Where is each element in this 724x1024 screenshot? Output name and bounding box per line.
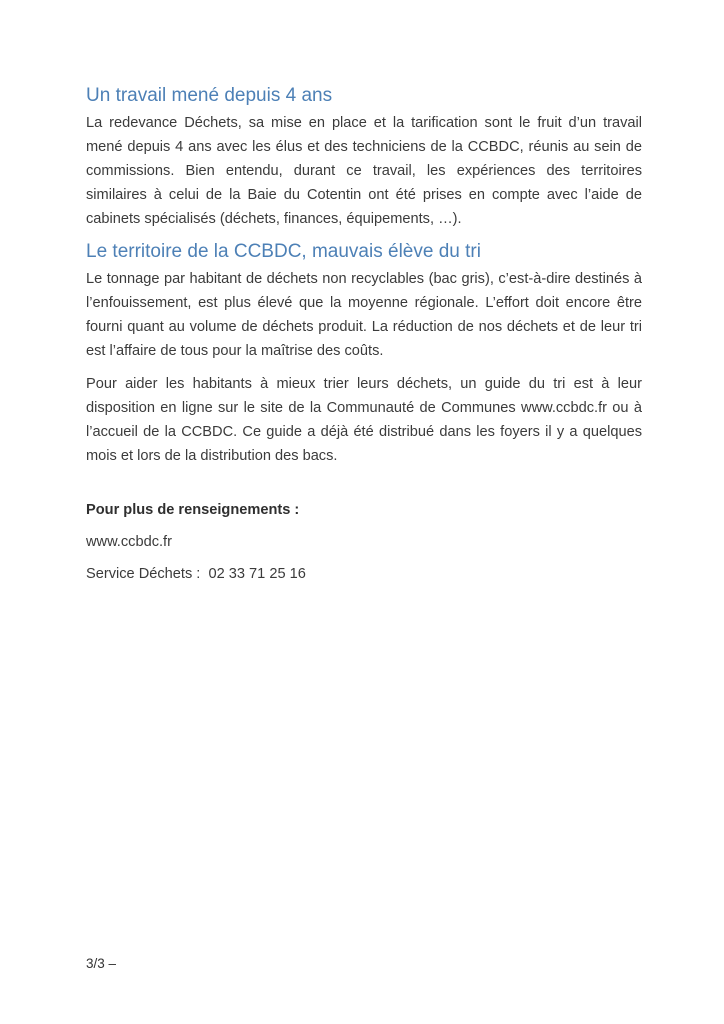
paragraph-tonnage-habitant: Le tonnage par habitant de déchets non recyclables (bac gris), c’est-à-dire destinés à l’enfouissement, est plus élevé que la moyenne régionale. L’effort doit encore être fourni quant au volume de déchets produit. La réduction de nos déchets et de leur tri est l’affaire de tous pour la maîtrise des coûts. — [86, 271, 642, 359]
heading-territoire-ccbdc: Le territoire de la CCBDC, mauvais élève du tri — [86, 241, 481, 262]
paragraph-guide-du-tri: Pour aider les habitants à mieux trier leurs déchets, un guide du tri est à leur disposition en ligne sur le site de la Communauté de Communes www.ccbdc.fr ou à l’accueil de la CCBDC. Ce guide a déjà été distribué dans les foyers il y a quelques mois et lors de la distribution des bacs. — [86, 376, 642, 464]
contact-service-phone: Service Déchets : 02 33 71 25 16 — [86, 566, 306, 582]
paragraph-redevance-dechets: La redevance Déchets, sa mise en place et la tarification sont le fruit d’un travail mené depuis 4 ans avec les élus et des techniciens de la CCBDC, réunis au sein de commissions. Bien entendu, durant ce travail, les expériences des territoires similaires à celui de la Baie du Cotentin ont été prises en compte avec l’aide de cabinets spécialisés (déchets, finances, équipements, …). — [86, 115, 642, 227]
heading-un-travail-mene: Un travail mené depuis 4 ans — [86, 85, 333, 106]
contact-website: www.ccbdc.fr — [86, 534, 172, 550]
document-content — [86, 84, 642, 598]
contact-block — [86, 502, 642, 582]
contact-title: Pour plus de renseignements : — [86, 502, 300, 518]
page-number: 3/3 – — [86, 956, 117, 971]
